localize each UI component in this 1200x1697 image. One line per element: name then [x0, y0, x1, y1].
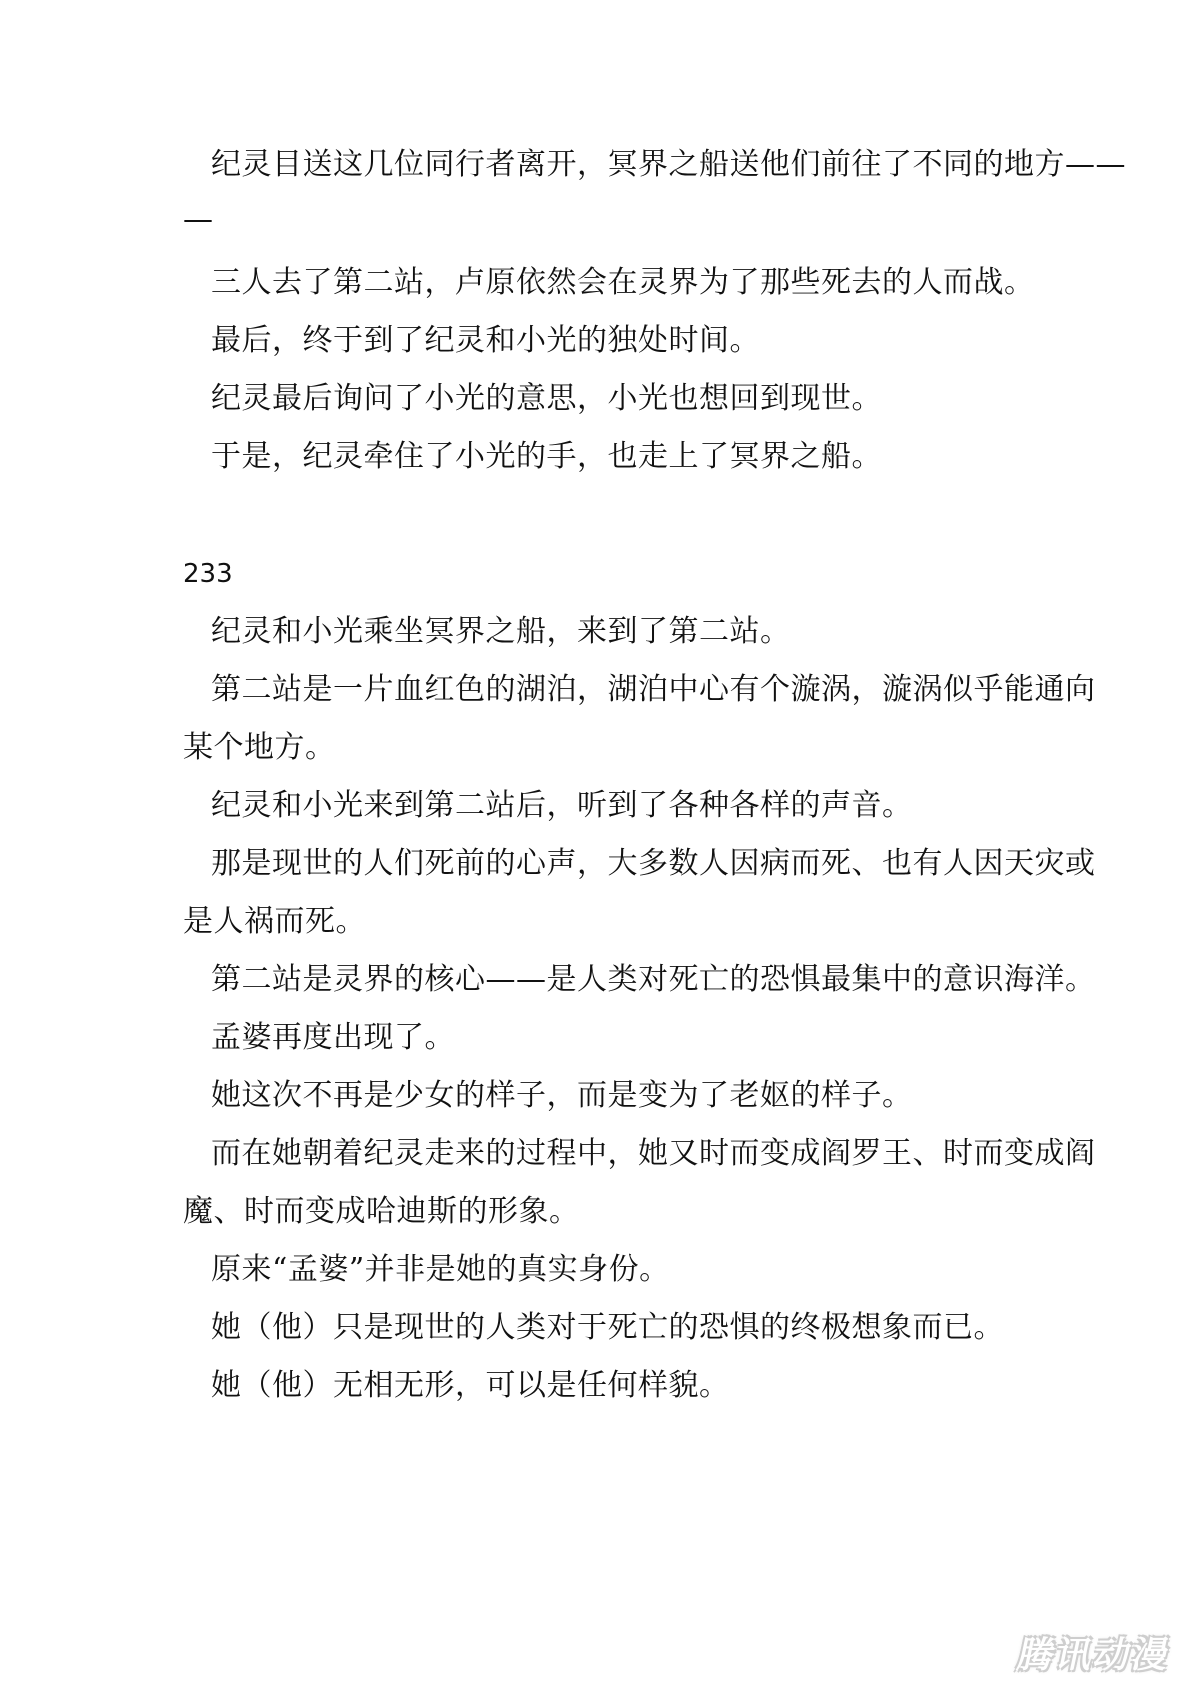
paragraph-line: 她这次不再是少女的样子，而是变为了老妪的样子。	[211, 1078, 913, 1113]
paragraph-line: 最后，终于到了纪灵和小光的独处时间。	[211, 323, 760, 358]
paragraph-line: 她（他）只是现世的人类对于死亡的恐惧的终极想象而已。	[211, 1310, 1004, 1345]
paragraph-line: 第二站是灵界的核心——是人类对死亡的恐惧最集中的意识海洋。	[211, 962, 1096, 997]
paragraph-line: 那是现世的人们死前的心声，大多数人因病而死、也有人因天灾或	[211, 846, 1096, 881]
paragraph-line: 纪灵目送这几位同行者离开，冥界之船送他们前往了不同的地方——	[211, 147, 1126, 182]
paragraph-line: 是人祸而死。	[183, 904, 366, 939]
paragraph-line: —	[183, 202, 214, 237]
paragraph-line: 第二站是一片血红色的湖泊，湖泊中心有个漩涡，漩涡似乎能通向	[211, 672, 1096, 707]
paragraph-line: 她（他）无相无形，可以是任何样貌。	[211, 1368, 730, 1403]
paragraph-line: 原来“孟婆”并非是她的真实身份。	[211, 1252, 670, 1287]
paragraph-line: 于是，纪灵牵住了小光的手，也走上了冥界之船。	[211, 439, 882, 474]
paragraph-line: 某个地方。	[183, 730, 336, 765]
paragraph-line: 纪灵和小光乘坐冥界之船，来到了第二站。	[211, 614, 791, 649]
watermark-logo: 腾讯动漫	[1013, 1634, 1175, 1676]
chapter-number: 233	[183, 559, 233, 589]
paragraph-line: 而在她朝着纪灵走来的过程中，她又时而变成阎罗王、时而变成阎	[211, 1136, 1096, 1171]
paragraph-line: 孟婆再度出现了。	[211, 1020, 455, 1055]
paragraph-line: 三人去了第二站，卢原依然会在灵界为了那些死去的人而战。	[211, 265, 1035, 300]
paragraph-line: 纪灵最后询问了小光的意思，小光也想回到现世。	[211, 381, 882, 416]
paragraph-line: 魔、时而变成哈迪斯的形象。	[183, 1194, 580, 1229]
paragraph-line: 纪灵和小光来到第二站后，听到了各种各样的声音。	[211, 788, 913, 823]
